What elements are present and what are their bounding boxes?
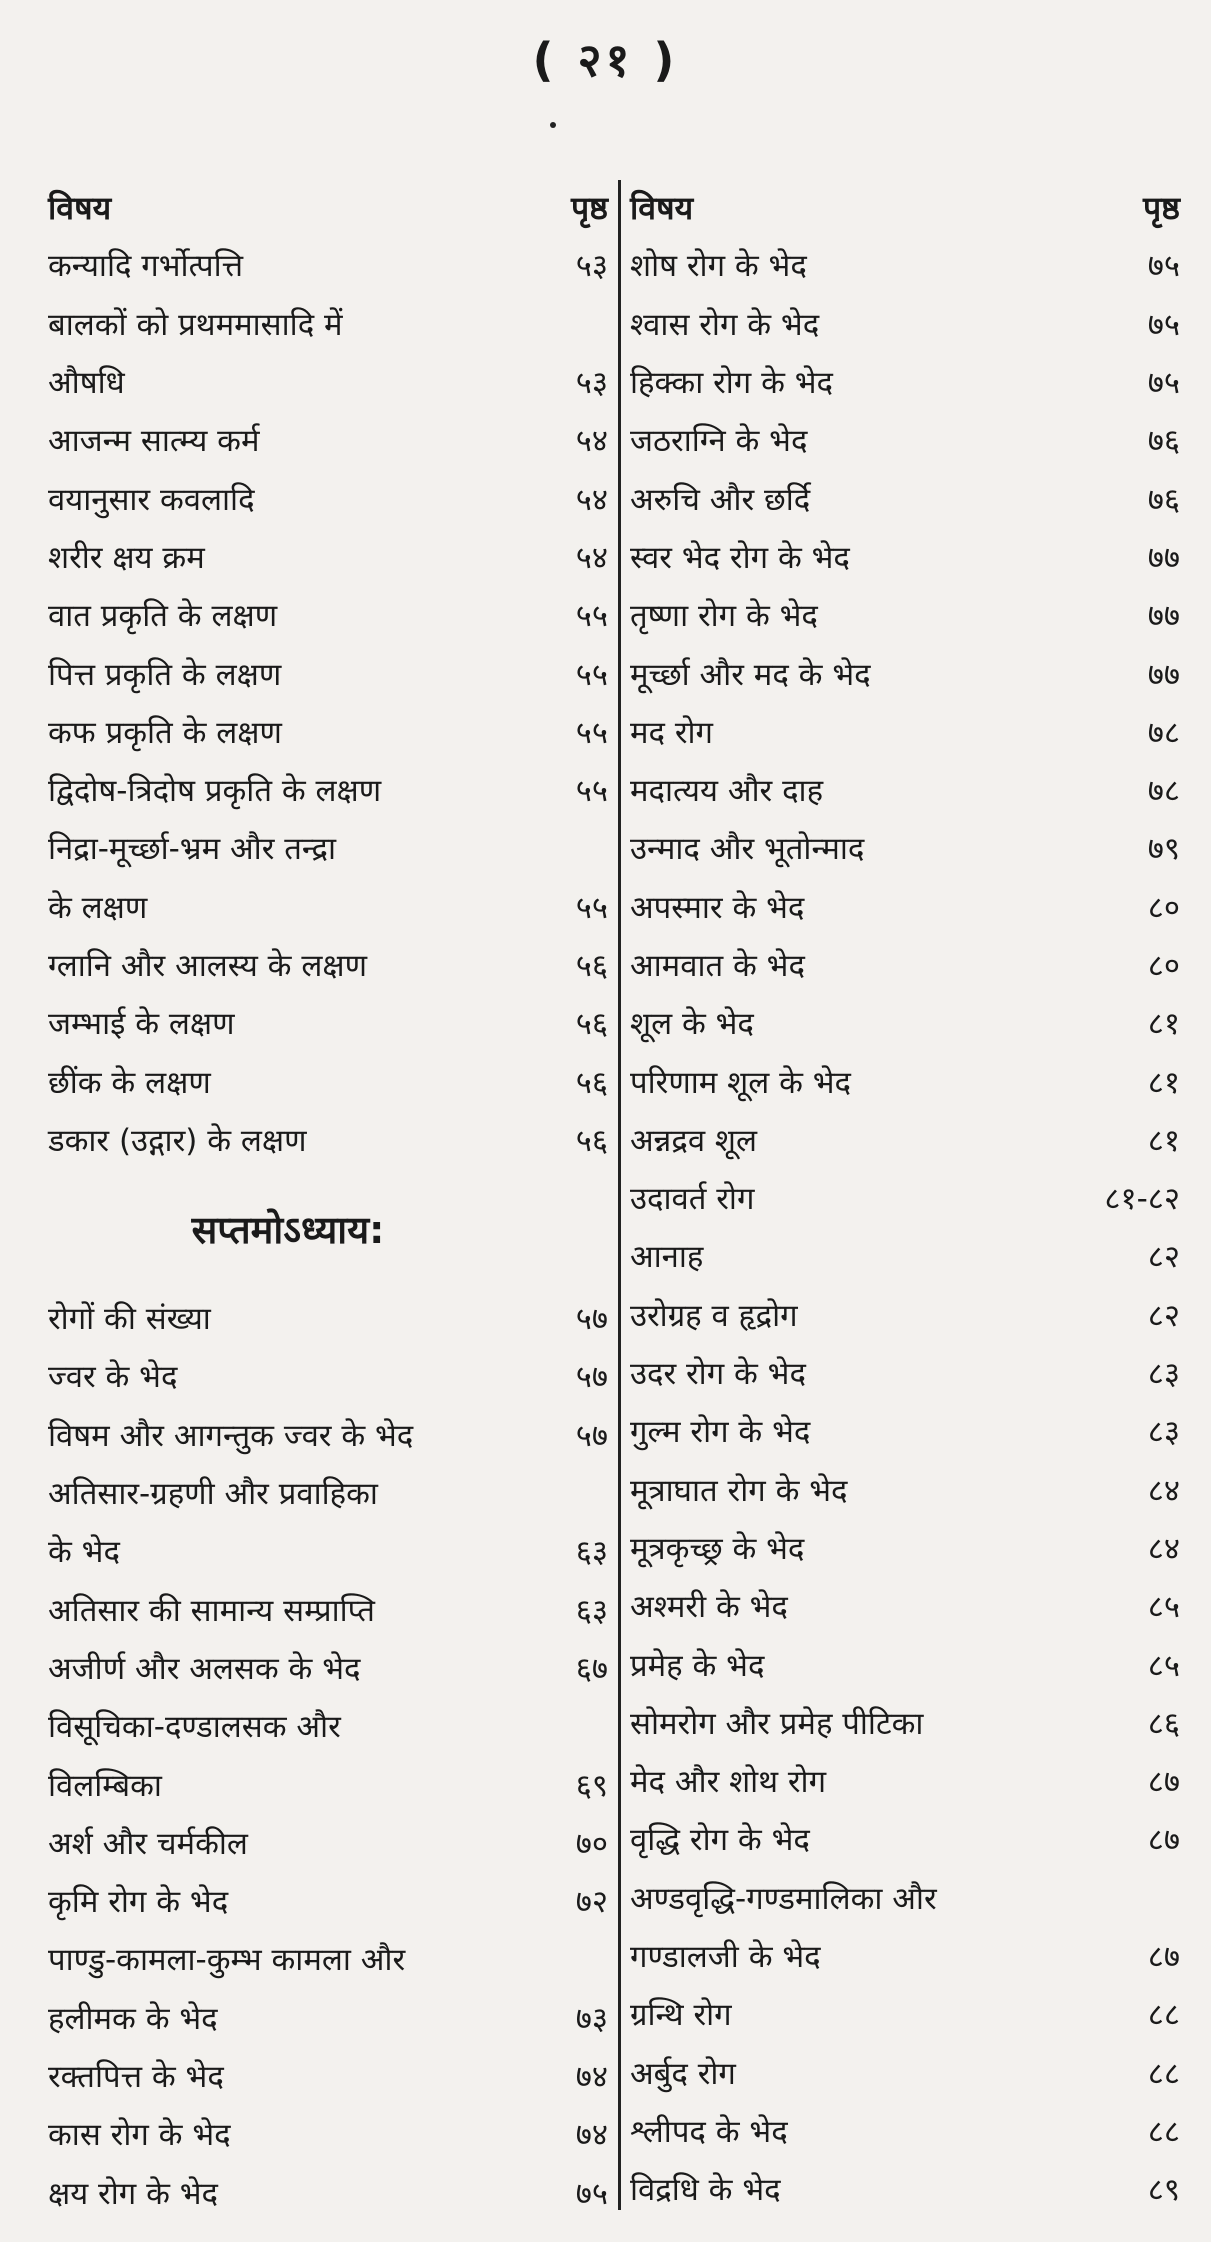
toc-entry (630, 703, 1180, 761)
entry-title: मेद और शोथ रोग (630, 1764, 827, 1801)
toc-entry (630, 1461, 1180, 1519)
entry-title: अश्मरी के भेद (630, 1589, 788, 1626)
entry-page: ८० (1147, 889, 1180, 926)
entry-title: आमवात के भेद (630, 948, 805, 984)
entry-page: ७२ (575, 1884, 608, 1921)
entry-page: ६९ (575, 1767, 608, 1804)
toc-entry (48, 1755, 608, 1813)
entry-title: स्वर भेद रोग के भेद (630, 539, 850, 576)
entry-title: अतिसार की सामान्य सम्प्राप्ति (48, 1592, 375, 1629)
entry-page: ७६ (1147, 423, 1180, 460)
toc-entry (630, 528, 1180, 586)
entry-page: ६७ (575, 1650, 608, 1687)
entry-title: डकार (उद्गार) के लक्षण (48, 1122, 307, 1159)
entry-page: ८९ (1147, 2172, 1180, 2209)
entry-title: वयानुसार कवलादि (48, 481, 255, 518)
toc-entry (630, 469, 1180, 527)
entry-page: ८८ (1147, 1997, 1180, 2034)
entry-page: ८४ (1147, 1530, 1180, 1567)
entry-title: वृद्धि रोग के भेद (630, 1822, 810, 1859)
entry-page: ८० (1147, 948, 1180, 984)
entry-title: पाण्डु-कामला-कुम्भ कामला और (48, 1942, 406, 1979)
entry-page: ७६ (1147, 481, 1180, 518)
toc-entry (630, 411, 1180, 469)
toc-entry (630, 1286, 1180, 1344)
entry-title: अजीर्ण और अलसक के भेद (48, 1650, 361, 1687)
column-divider (618, 180, 621, 2210)
toc-entry (630, 2102, 1180, 2160)
entry-title: पित्त प्रकृति के लक्षण (48, 656, 282, 693)
toc-entry (630, 236, 1180, 294)
entry-title: विलम्बिका (48, 1767, 162, 1804)
toc-entry (48, 2105, 608, 2163)
entry-page: ५७ (575, 1301, 608, 1338)
toc-entry (630, 1169, 1180, 1227)
entry-title: अरुचि और छर्दि (630, 481, 811, 518)
toc-entry (48, 469, 608, 527)
entry-title: छींक के लक्षण (48, 1064, 211, 1101)
entry-title: कन्यादि गर्भोत्पत्ति (48, 248, 244, 285)
toc-entry (630, 644, 1180, 702)
toc-entry (48, 878, 608, 936)
entry-page: ८१-८२ (1104, 1181, 1180, 1218)
entry-title: ग्रन्थि रोग (630, 1997, 732, 2034)
entry-page: ५४ (575, 481, 608, 518)
right-entries (630, 236, 1180, 2218)
left-entries-b (48, 1289, 608, 2222)
toc-entry (48, 1289, 608, 1347)
toc-entry (48, 761, 608, 819)
entry-title: प्रमेह के भेद (630, 1647, 765, 1684)
entry-title: वात प्रकृति के लक्षण (48, 598, 278, 635)
entry-title: परिणाम शूल के भेद (630, 1064, 852, 1101)
toc-entry (48, 644, 608, 702)
entry-title: मूर्च्छा और मद के भेद (630, 656, 871, 693)
entry-page: ५५ (575, 773, 608, 810)
entry-page: ७८ (1147, 714, 1180, 751)
right-header (630, 178, 1180, 236)
entry-page: ७४ (575, 2117, 608, 2154)
entry-page: ८७ (1147, 1939, 1180, 1976)
toc-entry (630, 1227, 1180, 1285)
toc-entry (48, 1406, 608, 1464)
entry-page: ५४ (575, 539, 608, 576)
toc-entry (630, 2160, 1180, 2218)
entry-title: अण्डवृद्धि-गण्डमालिका और (630, 1880, 937, 1917)
entry-title: मूत्रकृच्छ्र के भेद (630, 1530, 805, 1567)
entry-title: मूत्राघात रोग के भेद (630, 1472, 848, 1509)
entry-title: तृष्णा रोग के भेद (630, 598, 818, 635)
entry-title: विषम और आगन्तुक ज्वर के भेद (48, 1417, 414, 1454)
toc-entry (630, 1752, 1180, 1810)
entry-page: ७९ (1147, 831, 1180, 868)
toc-entry (630, 1052, 1180, 1110)
entry-page: ८३ (1147, 1414, 1180, 1451)
toc-entry (630, 1635, 1180, 1693)
entry-page: ६३ (575, 1592, 608, 1629)
subject-heading: विषय (630, 188, 694, 227)
entry-page: ५६ (575, 1122, 608, 1159)
toc-entry (630, 1810, 1180, 1868)
toc-entry (48, 353, 608, 411)
entry-title: निद्रा-मूर्च्छा-भ्रम और तन्द्रा (48, 831, 336, 868)
entry-page: ७४ (575, 2059, 608, 2096)
toc-entry (630, 1869, 1180, 1927)
entry-page: ५४ (575, 423, 608, 460)
entry-page: ७७ (1147, 539, 1180, 576)
entry-page: ७७ (1147, 656, 1180, 693)
toc-entry (630, 878, 1180, 936)
entry-title: क्षय रोग के भेद (48, 2175, 218, 2212)
entry-title: ज्वर के भेद (48, 1359, 178, 1396)
entry-title: उदर रोग के भेद (630, 1356, 806, 1393)
subject-heading: विषय (48, 188, 112, 227)
entry-title: गण्डालजी के भेद (630, 1939, 821, 1976)
toc-entry (48, 586, 608, 644)
entry-title: उरोग्रह व हृद्रोग (630, 1297, 798, 1334)
toc-entry (630, 1985, 1180, 2043)
toc-entry (48, 1522, 608, 1580)
toc-entry (48, 1814, 608, 1872)
toc-entry (630, 819, 1180, 877)
entry-page: ८७ (1147, 1822, 1180, 1859)
entry-page: ५७ (575, 1417, 608, 1454)
toc-entry (630, 353, 1180, 411)
entry-page: ५३ (575, 248, 608, 285)
entry-title: औषधि (48, 365, 125, 402)
entry-title: अपस्मार के भेद (630, 889, 805, 926)
entry-page: ५६ (575, 1064, 608, 1101)
entry-title: शूल के भेद (630, 1006, 754, 1043)
toc-entry (48, 528, 608, 586)
toc-entry (48, 703, 608, 761)
entry-page: ८५ (1147, 1647, 1180, 1684)
page-heading: पृष्ठ (1142, 188, 1180, 227)
entry-title: के भेद (48, 1534, 120, 1571)
entry-page: ७५ (1147, 248, 1180, 285)
right-column (630, 178, 1180, 2218)
toc-entry (48, 1872, 608, 1930)
left-header (48, 178, 608, 236)
toc-entry (630, 2044, 1180, 2102)
toc-entry (48, 2164, 608, 2222)
entry-title: विद्रधि के भेद (630, 2172, 781, 2209)
entry-page: ७० (575, 1825, 608, 1862)
entry-title: शरीर क्षय क्रम (48, 539, 205, 576)
entry-title: हलीमक के भेद (48, 2000, 218, 2037)
toc-entry (48, 1347, 608, 1405)
entry-page: ५५ (575, 889, 608, 926)
entry-page: ८१ (1147, 1122, 1180, 1159)
entry-title: श्वास रोग के भेद (630, 306, 820, 343)
entry-title: के लक्षण (48, 889, 148, 926)
entry-title: ग्लानि और आलस्य के लक्षण (48, 948, 368, 984)
entry-page: ८७ (1147, 1764, 1180, 1801)
toc-entry (630, 1577, 1180, 1635)
entry-title: कृमि रोग के भेद (48, 1884, 229, 1921)
toc-entry (630, 1402, 1180, 1460)
toc-entry (630, 1927, 1180, 1985)
entry-page: ५६ (575, 948, 608, 984)
entry-page: ५६ (575, 1006, 608, 1043)
entry-title: जम्भाई के लक्षण (48, 1006, 235, 1043)
entry-page: ७३ (575, 2000, 608, 2037)
entry-title: मदात्यय और दाह (630, 773, 824, 810)
entry-title: द्विदोष-त्रिदोष प्रकृति के लक्षण (48, 773, 382, 810)
toc-entry (630, 1519, 1180, 1577)
toc-entry (48, 1111, 608, 1169)
entry-page: ७५ (1147, 365, 1180, 402)
left-column (48, 178, 608, 2222)
toc-entry (630, 936, 1180, 994)
entry-title: विसूचिका-दण्डालसक और (48, 1709, 341, 1746)
toc-entry (630, 1694, 1180, 1752)
entry-page: ५३ (575, 365, 608, 402)
entry-page: ५५ (575, 714, 608, 751)
entry-page: ८१ (1147, 1006, 1180, 1043)
page-number: ( २१ ) (532, 33, 679, 87)
entry-page: ८४ (1147, 1472, 1180, 1509)
entry-page: ८२ (1147, 1239, 1180, 1276)
entry-title: उदावर्त रोग (630, 1181, 755, 1218)
toc-entry (48, 1581, 608, 1639)
entry-page: ८८ (1147, 2113, 1180, 2150)
entry-title: जठराग्नि के भेद (630, 423, 808, 460)
entry-page: ८३ (1147, 1356, 1180, 1393)
entry-title: कफ प्रकृति के लक्षण (48, 714, 282, 751)
entry-page: ५७ (575, 1359, 608, 1396)
toc-entry (48, 1697, 608, 1755)
entry-page: ८६ (1147, 1705, 1180, 1742)
toc-entry (48, 936, 608, 994)
toc-entry (48, 2047, 608, 2105)
toc-entry (630, 1344, 1180, 1402)
entry-title: आजन्म सात्म्य कर्म (48, 423, 260, 460)
chapter-heading: सप्तमोऽध्याय: (191, 1208, 385, 1253)
entry-title: अर्बुद रोग (630, 2055, 736, 2092)
toc-entry (48, 994, 608, 1052)
entry-title: मद रोग (630, 714, 714, 751)
entry-title: उन्माद और भूतोन्माद (630, 831, 865, 868)
entry-title: शोष रोग के भेद (630, 248, 807, 285)
entry-title: श्लीपद के भेद (630, 2113, 788, 2150)
entry-page: ८८ (1147, 2055, 1180, 2092)
entry-page: ६३ (575, 1534, 608, 1571)
toc-entry (630, 295, 1180, 353)
entry-page: ७८ (1147, 773, 1180, 810)
entry-title: कास रोग के भेद (48, 2117, 231, 2154)
toc-entry (630, 586, 1180, 644)
entry-page: ५५ (575, 598, 608, 635)
toc-entry (48, 1989, 608, 2047)
toc-entry (630, 761, 1180, 819)
entry-title: अन्नद्रव शूल (630, 1122, 758, 1159)
entry-page: ७७ (1147, 598, 1180, 635)
ink-dot (550, 122, 556, 128)
entry-title: बालकों को प्रथममासादि में (48, 306, 343, 343)
entry-title: हिक्का रोग के भेद (630, 365, 834, 402)
toc-entry (48, 1464, 608, 1522)
entry-page: ७५ (1147, 306, 1180, 343)
entry-page: ८५ (1147, 1589, 1180, 1626)
toc-entry (630, 1111, 1180, 1169)
toc-entry (48, 819, 608, 877)
toc-entry (48, 1052, 608, 1110)
toc-entry (48, 1639, 608, 1697)
toc-entry (48, 236, 608, 294)
entry-page: ८१ (1147, 1064, 1180, 1101)
entry-title: रोगों की संख्या (48, 1301, 211, 1338)
left-entries-a (48, 236, 608, 1169)
toc-entry (48, 411, 608, 469)
entry-title: सोमरोग और प्रमेह पीटिका (630, 1705, 924, 1742)
entry-title: अतिसार-ग्रहणी और प्रवाहिका (48, 1476, 378, 1513)
entry-title: रक्तपित्त के भेद (48, 2059, 224, 2096)
entry-page: ५५ (575, 656, 608, 693)
toc-entry (48, 295, 608, 353)
page-heading: पृष्ठ (570, 188, 608, 227)
entry-title: गुल्म रोग के भेद (630, 1414, 811, 1451)
entry-page: ८२ (1147, 1297, 1180, 1334)
toc-entry (630, 994, 1180, 1052)
entry-title: आनाह (630, 1239, 704, 1276)
toc-entry (48, 1930, 608, 1988)
entry-title: अर्श और चर्मकील (48, 1825, 248, 1862)
entry-page: ७५ (575, 2175, 608, 2212)
